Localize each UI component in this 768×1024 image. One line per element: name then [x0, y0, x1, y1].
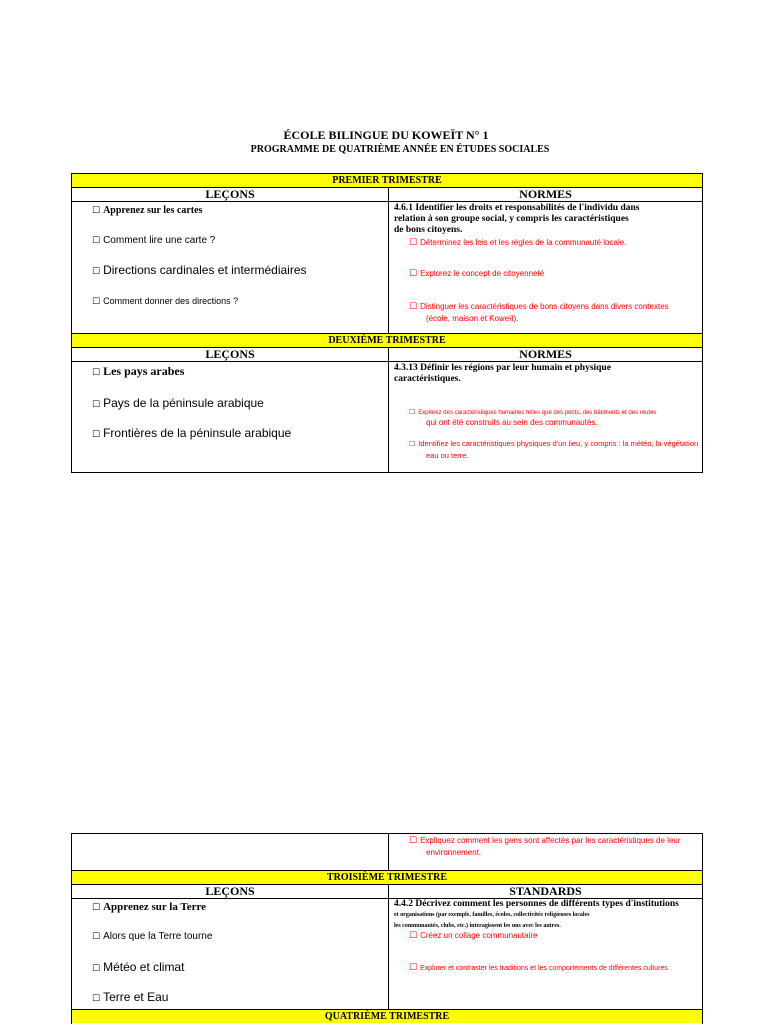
lesson-item: ☐ Apprenez sur la Terre — [92, 901, 207, 913]
sub-standard: ☐ Expliquez comment les gens sont affectés par les caractéristiques de leur environnement. — [409, 836, 681, 857]
standard-text: 4.3.13 Définir les régions par leur humain et physique caractéristiques. — [394, 363, 611, 384]
sub-standard: ☐ Explorez le concept de citoyenneté — [409, 269, 545, 279]
standards-header: STANDARDS — [509, 884, 582, 898]
trimester-body-3 — [72, 899, 702, 1010]
checkbox-icon: ☐ — [92, 430, 101, 440]
checkbox-icon: ☐ — [92, 994, 101, 1004]
checkbox-icon: ☐ — [92, 267, 101, 277]
lessons-header: LEÇONS — [72, 348, 389, 361]
checkbox-icon: ☐ — [409, 408, 416, 416]
standards-column — [389, 834, 702, 870]
lessons-header: LEÇONS — [72, 885, 389, 898]
lesson-item: ☐ Alors que la Terre tourne — [92, 931, 213, 942]
standards-header: NORMES — [519, 347, 572, 361]
trimester-header-2: DEUXIÈME TRIMESTRE — [72, 334, 702, 348]
sub-standard: ☐ Créez un collage communautaire — [409, 931, 538, 941]
standards-header: NORMES — [519, 187, 572, 201]
trimester-body-2 — [72, 362, 702, 472]
sub-standard: ☐ Distinguer les caractéristiques de bons citoyens dans divers contextes (école, maison et Koweït). — [409, 302, 669, 323]
school-title: ÉCOLE BILINGUE DU KOWEÏT N° 1 — [283, 128, 489, 142]
continuation-row — [72, 834, 702, 871]
trimester-header-4: QUATRIÈME TRIMESTRE — [72, 1010, 702, 1023]
lesson-item: ☐ Comment lire une carte ? — [92, 235, 216, 246]
lesson-item: ☐ Comment donner des directions ? — [92, 296, 239, 307]
lesson-item: ☐ Les pays arabes — [92, 364, 185, 378]
checkbox-icon: ☐ — [92, 206, 101, 216]
lessons-header: LEÇONS — [72, 188, 389, 201]
column-headers-1 — [72, 188, 702, 202]
checkbox-icon: ☐ — [409, 440, 416, 448]
checkbox-icon: ☐ — [409, 836, 418, 846]
lesson-item: ☐ Apprenez sur les cartes — [92, 205, 203, 216]
trimester-header-1: PREMIER TRIMESTRE — [72, 174, 702, 188]
checkbox-icon: ☐ — [92, 964, 101, 974]
program-table-page1 — [71, 173, 703, 473]
checkbox-icon: ☐ — [92, 932, 101, 942]
program-table-page2 — [71, 833, 703, 1024]
checkbox-icon: ☐ — [92, 400, 101, 410]
lessons-column — [72, 202, 389, 333]
lessons-column — [72, 362, 389, 472]
trimester-header-3: TROISIÈME TRIMESTRE — [72, 871, 702, 885]
standards-column — [389, 362, 702, 472]
trimester-body-1 — [72, 202, 702, 334]
column-headers-2 — [72, 348, 702, 362]
checkbox-icon: ☐ — [92, 903, 101, 913]
checkbox-icon: ☐ — [409, 931, 418, 941]
checkbox-icon: ☐ — [92, 368, 101, 378]
standard-text: 4.4.2 Décrivez comment les personnes de différents types d'institutions et organisations (par exemple, familles, écoles, collectivités religieuses locales les communautés, clubs, etc.) interagissent les uns avec les autres. — [394, 899, 679, 929]
column-headers-3 — [72, 885, 702, 899]
sub-standard: ☐ Déterminez les lois et les règles de la communauté locale. — [409, 238, 627, 248]
lessons-column — [72, 899, 389, 1009]
sub-standard: ☐ Explorer et contraster les traditions et les comportements de différentes cultures — [409, 963, 668, 973]
lesson-item: ☐ Pays de la péninsule arabique — [92, 396, 264, 410]
lesson-item: ☐ Directions cardinales et intermédiaires — [92, 263, 307, 277]
standards-column — [389, 899, 702, 1009]
lesson-item: ☐ Terre et Eau — [92, 990, 169, 1004]
sub-standard: ☐ Identifiez les caractéristiques physiques d'un lieu, y compris : la météo, la végétation eau ou terre. — [409, 439, 699, 460]
checkbox-icon: ☐ — [409, 269, 418, 279]
lesson-item: ☐ Frontières de la péninsule arabique — [92, 426, 292, 440]
lesson-item: ☐ Météo et climat — [92, 960, 185, 974]
checkbox-icon: ☐ — [92, 236, 101, 246]
checkbox-icon: ☐ — [409, 238, 418, 248]
checkbox-icon: ☐ — [409, 963, 418, 973]
standards-column — [389, 202, 702, 333]
checkbox-icon: ☐ — [409, 302, 418, 312]
empty-cell — [72, 834, 389, 870]
program-subtitle: PROGRAMME DE QUATRIÈME ANNÉE EN ÉTUDES SOCIALES — [250, 144, 550, 155]
sub-standard: ☐ Explorez des caractéristiques humaines telles que des ponts, des bâtiments et des routes qui ont été construits au sein des communautés. — [409, 408, 657, 427]
checkbox-icon: ☐ — [92, 297, 101, 307]
standard-text: 4.6.1 Identifier les droits et responsabilités de l'individu dans relation à son groupe social, y compris les caractéristiques de bons citoyens. — [394, 203, 640, 235]
